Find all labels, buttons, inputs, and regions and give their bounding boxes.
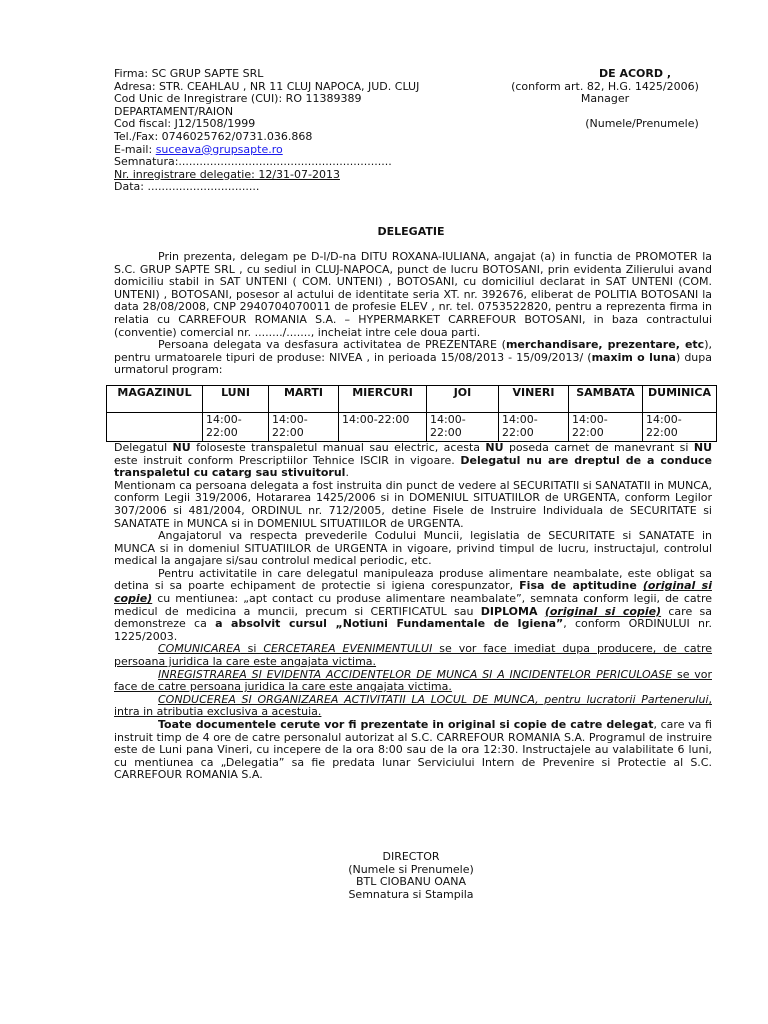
header-cell: DUMINICA [643,385,717,412]
signature-block [300,851,522,901]
text-run: se vor face imediat dupa producere, de catre persoana juridica la care este angajata victima. [114,642,713,669]
paragraph-training: Mentionam ca persoana delegata a fost instruita din punct de vedere al SECURITATII si SANATATII in MUNCA, conform Legii 319/2006, Hotararea 1425/2006 si in DOMENIUL SITUATIILOR de URGENTA, conform Legilor 307/2006 si 481/2004, ORDINUL nr. 712/2005, detine Fisele de Instruire Individuala de SECURITATE si SANATATE in MUNCA si in DOMENIUL SITUATIILOR de URGENTA. [114,478,712,530]
company-address: Adresa: STR. CEAHLAU , NR 11 CLUJ NAPOCA, JUD. CLUJ [114,79,420,93]
paragraph-registration [114,669,712,694]
text-run-bold: NU [172,440,191,454]
text-run-bold: Toate documentele cerute vor fi prezentate in original si copie de catre delegat [158,718,654,731]
schedule-cell [107,412,203,441]
signature-name: BTL CIOBANU OANA [355,875,467,889]
header-cell: VINERI [499,385,569,412]
schedule-table [106,385,717,442]
text-run-bold: a absolvit cursul „Notiuni Fundamentale de Igiena” [215,617,564,631]
company-header [114,68,494,194]
text-run-bold: Fisa de aptitudine [519,579,637,593]
approval-name: (Numele/Prenumele) [585,117,699,131]
header-cell: MIERCURI [339,385,427,412]
text-run-italic: INREGISTRAREA SI EVIDENTA ACCIDENTELOR DE MUNCA SI A INCIDENTELOR PERICULOASE [158,667,673,681]
email-link[interactable]: suceava@grupsapte.ro [155,142,283,156]
text-run-italic: CERCETAREA EVENIMENTULUI [263,642,433,656]
approval-role: Manager [580,92,630,106]
schedule-cell: 14:00-22:00 [643,412,717,441]
schedule-cell: 14:00-22:00 [499,412,569,441]
document-body [114,251,712,782]
approval-reference: (conform art. 82, H.G. 1425/2006) [511,79,699,93]
text-run-bold: DIPLOMA [480,604,538,618]
company-name: Firma: SC GRUP SAPTE SRL [114,67,264,80]
text-run-bold: merchandisare, prezentare, etc [505,338,705,352]
paragraph-communication [114,643,712,668]
signature-role: DIRECTOR [382,850,440,863]
text-run: Pentru activitatile in care delegatul manipuleaza produse alimentare neambalate, este obligat sa detina si sa poarte echipament de protectie si igiena corespunzator, [114,566,712,593]
text-run: si [240,642,264,656]
approval-block [490,68,720,131]
schedule-cell: 14:00-22:00 [203,412,269,441]
paragraph-employer: Angajatorul va respecta prevederile Codului Muncii, legislatia de SECURITATE si SANATATE in MUNCA si in domeniul SITUATIILOR de URGENTA in vigoare, privind timpul de lucru, instructajul, controlul medical la angajare si/sau controlul medical periodic, etc. [114,529,712,568]
header-cell: SAMBATA [569,385,643,412]
signature-line: Semnatura:............................................................. [114,155,392,169]
header-cell: MAGAZINUL [107,385,203,412]
header-cell: JOI [427,385,499,412]
company-cui: Cod Unic de Inregistrare (CUI): RO 11389389 [114,92,362,106]
text-run: , intra in atributia exclusiva a acestuia. [114,692,712,719]
schedule-cell: 14:00-22:00 [269,412,339,441]
text-run-bold-italic: (original si copie) [114,579,712,606]
text-run: Delegatul [114,440,173,454]
schedule-cell: 14:00-22:00 [339,412,427,441]
text-run-bold: maxim o luna [591,350,676,364]
department: DEPARTAMENT/RAION [114,104,234,118]
date-line: Data: ................................ [114,180,260,194]
registration-number: Nr. inregistrare delegatie: 12/31-07-2013 [114,167,340,181]
schedule-cell: 14:00-22:00 [427,412,499,441]
text-run: ) dupa urmatorul program: [114,350,712,377]
text-run: , conform ORDINULUI nr. 1225/2003. [114,617,712,643]
text-run: care sa demonstreze ca [114,604,713,631]
email-label: E-mail: [114,142,156,156]
text-run-bold: NU [693,440,712,454]
paragraph-food-handling [114,568,712,644]
text-run-bold: Delegatul nu are dreptul de a conduce transpaletul cu catarg sau stivuitorul [114,453,712,480]
header-cell: MARTI [269,385,339,412]
document-title: DELEGATIE [377,225,445,238]
paragraph-activity [114,339,712,377]
text-run: cu mentiunea: „apt contact cu produse alimentare neambalate”, semnata conform legii, de catre medicul de medicina a muncii, precum si CERTIFICATUL sau [114,592,712,618]
phone-fax: Tel./Fax: 0746025762/0731.036.868 [114,129,313,143]
schedule-cell: 14:00-22:00 [569,412,643,441]
text-run: se vor face de catre persoana juridica la care este angajata victima. [114,667,712,694]
text-run: poseda carnet de manevrant si [503,440,694,454]
text-run: , care va fi instruit timp de 4 ore de catre personalul autorizat al S.C. CARREFOUR ROMANIA S.A. Programul de instruire este de Luni pana Vineri, cu incepere de la ora 8:00 sau de la ora 12:30. Instructajele au valabilitate 6 luni, cu mentiunea ca „Delegatia” sa fie predata lunar Serviciului Intern de Prevenire si Protectie al S.C. CARREFOUR ROMANIA S.A. [114,718,712,782]
text-run-italic: CONDUCEREA SI ORGANIZAREA ACTIVITATII LA LOCUL DE MUNCA, pentru lucratorii Partenerului [158,692,709,706]
paragraph-delegation: Prin prezenta, delegam pe D-l/D-na DITU ROXANA-IULIANA, angajat (a) in functia de PROMOTER la S.C. GRUP SAPTE SRL , cu sediul in CLUJ-NAPOCA, punct de lucru BOTOSANI, prin evidenta Zilierului avand domiciliu stabil in SAT UNTENI ( COM. UNTENI) , BOTOSANI, cu domiciliul declarat in SAT UNTENI (COM. UNTENI) , BOTOSANI, posesor al actului de identitate seria XT. nr. 392676, eliberat de POLITIA BOTOSANI la data 28/08/2008, CNP 2940704070011 de profesie ELEV , nr. tel. 0753522820, pentru a reprezenta firma in relatia cu CARREFOUR ROMANIA S.A. – HYPERMARKET CARREFOUR BOTOSANI, in baza contractului (conventie) comercial nr. ......../......., incheiat intre cele doua parti. [114,250,712,339]
text-run [538,605,545,618]
text-run-bold: NU [485,440,504,454]
signature-stamp: Semnatura si Stampila [348,887,474,901]
schedule-row [107,412,717,441]
fiscal-code: Cod fiscal: J12/1508/1999 [114,117,256,131]
text-run: ), pentru urmatoarele tipuri de produse: NIVEA , in perioada 15/08/2013 - 15/09/2013/ ( [114,338,712,364]
text-run: este instruit conform Prescriptiilor Tehnice ISCIR in vigoare. [114,453,461,467]
schedule-header-row [107,385,717,412]
text-run: foloseste transpaletul manual sau electric, acesta [190,440,486,454]
paragraph-documents [114,719,712,782]
text-run-italic: COMUNICAREA [158,642,241,656]
text-run: Persoana delegata va desfasura activitatea de PREZENTARE ( [158,338,506,352]
text-run: . [345,466,349,480]
paragraph-management [114,694,712,719]
paragraph-equipment [114,442,712,480]
text-run-bold-italic: (original si copie) [544,604,662,618]
approval-title: DE ACORD , [598,67,672,80]
signature-label: (Numele si Prenumele) [348,862,474,876]
header-cell: LUNI [203,385,269,412]
